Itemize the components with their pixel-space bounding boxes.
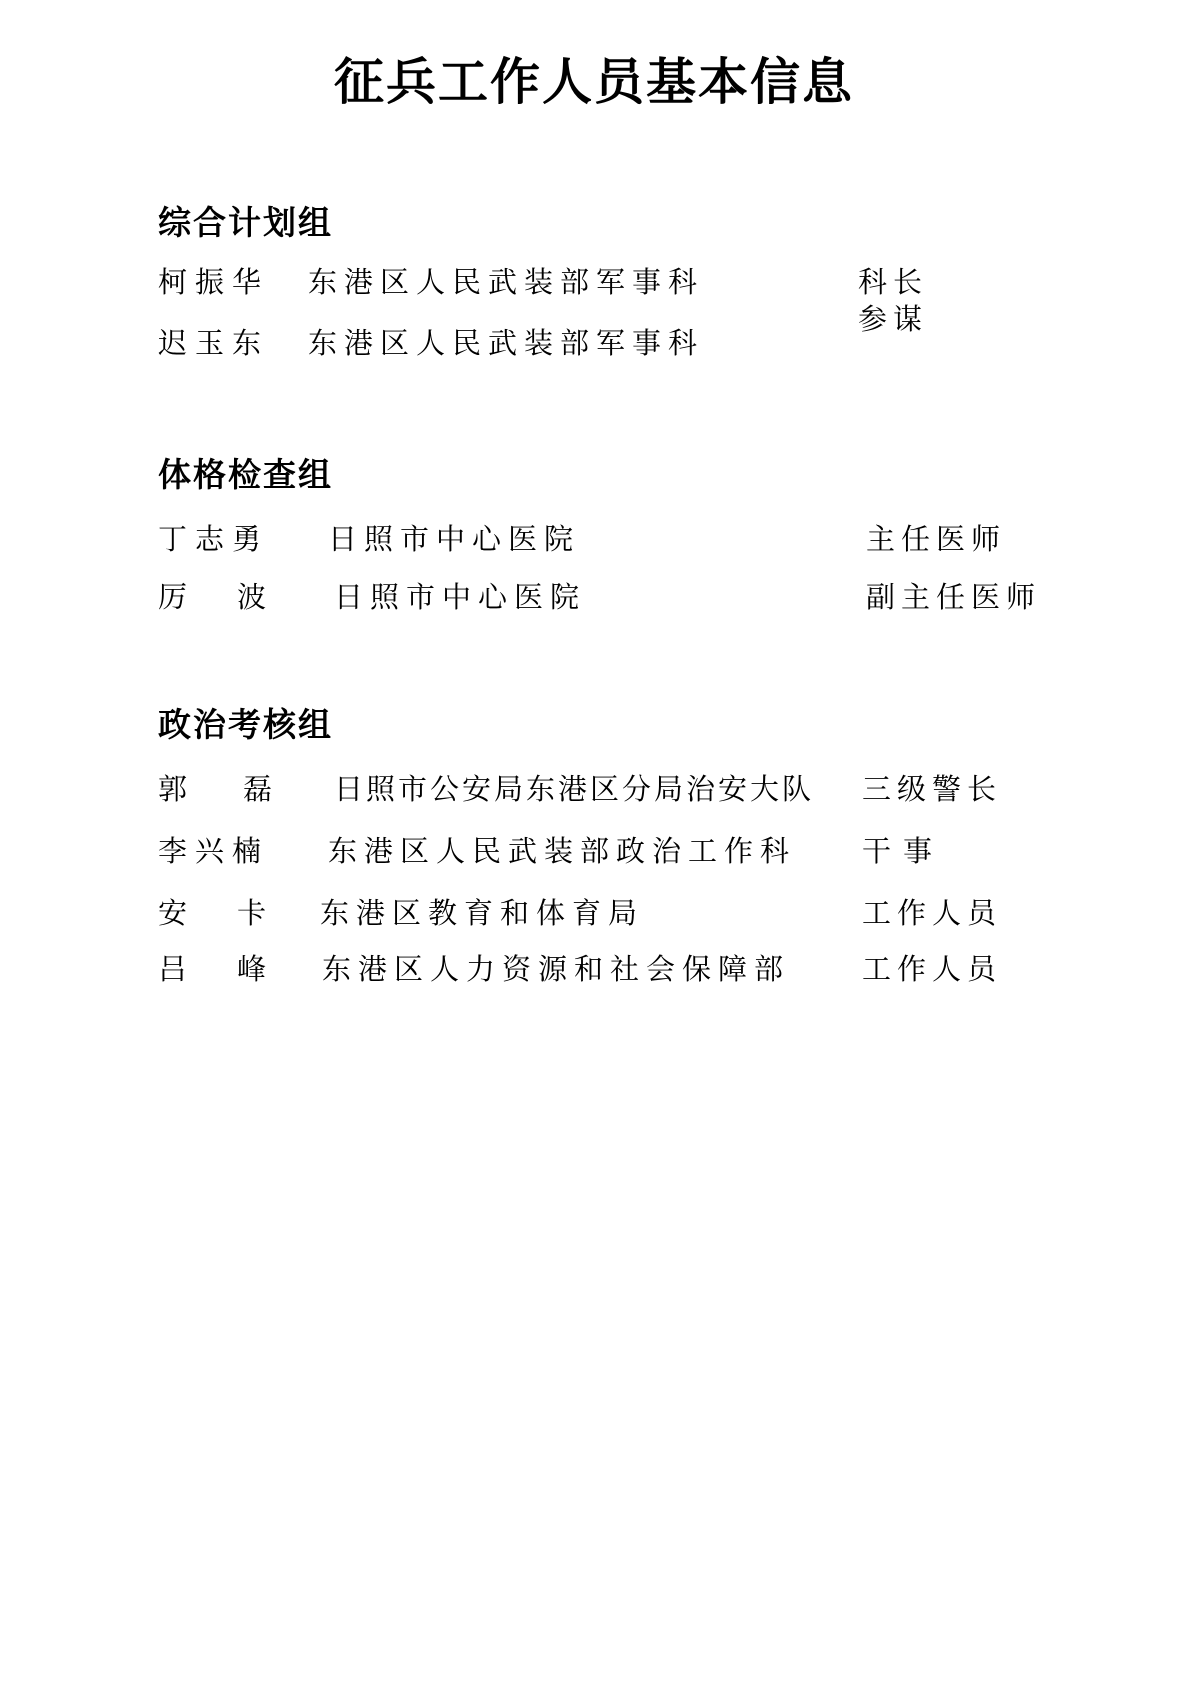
member-organization: 日照市公安局东港区分局治安大队 [334,772,815,806]
member-position: 参谋 [858,302,929,336]
group-comprehensive-planning [158,200,1058,362]
member-position: 干事 [862,834,945,868]
member-organization: 日照市中心医院 [334,580,587,614]
member-position: 主任医师 [866,522,1007,556]
member-name: 郭 磊 [158,772,281,806]
member-position: 副主任医师 [866,580,1042,614]
member-row [158,568,1058,626]
member-position: 三级警长 [862,772,1003,806]
member-row [158,940,1058,996]
member-row [158,510,1058,568]
group-heading: 政治考核组 [158,705,333,744]
member-organization: 东港区人民武装部军事科 [308,326,705,360]
group-political-review [158,702,1058,996]
group-heading: 体格检查组 [158,455,333,494]
group-physical-examination [158,452,1058,626]
member-row [158,302,1058,362]
member-organization: 日照市中心医院 [328,522,581,556]
member-row [158,822,1058,884]
member-organization: 东港区人民武装部政治工作科 [328,834,797,868]
member-name: 李兴楠 [158,834,270,868]
member-position: 工作人员 [862,896,1003,930]
member-organization: 东港区人力资源和社会保障部 [322,952,791,986]
member-row [158,884,1058,940]
member-name: 吕 峰 [158,952,275,986]
member-organization: 东港区人民武装部军事科 [308,265,705,299]
member-organization: 东港区教育和体育局 [320,896,645,930]
page-title: 征兵工作人员基本信息 [334,53,854,111]
member-name: 厉 波 [158,580,275,614]
member-position: 科长 [858,265,929,299]
member-name: 柯振华 [158,265,270,299]
member-name: 迟玉东 [158,326,270,360]
member-name: 丁志勇 [158,522,270,556]
member-position: 工作人员 [862,952,1003,986]
member-name: 安 卡 [158,896,275,930]
member-row [158,760,1058,822]
group-heading: 综合计划组 [158,203,333,242]
